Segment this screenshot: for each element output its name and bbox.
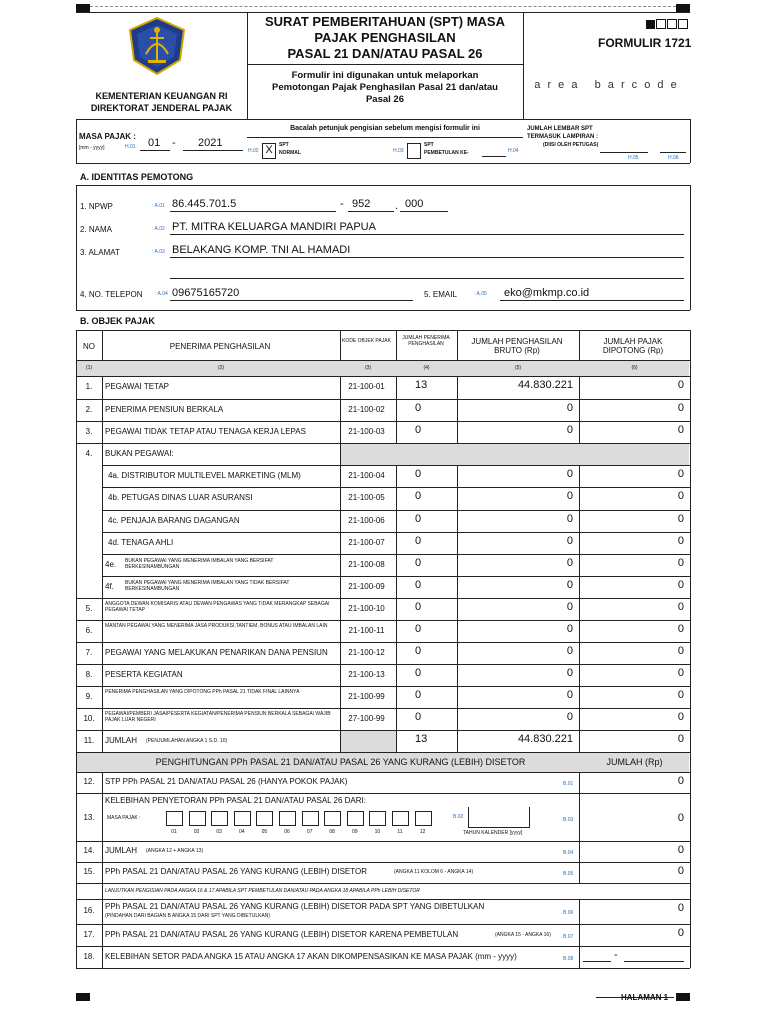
row-bruto[interactable]: 0 (566, 512, 573, 525)
row-kode: 21-100-04 (348, 470, 385, 480)
row-desc-small: MANTAN PEGAWAI YANG MENERIMA JASA PRODUKSI,TANTIEM, BONUS ATAU IMBALAN LAIN (105, 622, 328, 629)
row-bruto[interactable]: 0 (566, 710, 573, 723)
col-no-header: NO (83, 342, 95, 351)
row-jumlah-penerima[interactable]: 0 (415, 512, 422, 525)
row-desc: PEGAWAI TIDAK TETAP ATAU TENAGA KERJA LEPAS (105, 426, 306, 436)
month-label: 07 (306, 828, 313, 835)
instruction-text: Bacalah petunjuk pengisian sebelum mengisi formulir ini (290, 125, 480, 132)
section-b-title: B. OBJEK PAJAK (80, 316, 155, 326)
section-c-header: PENGHITUNGAN PPh PASAL 21 DAN/ATAU PASAL 26 YANG KURANG (LEBIH) DISETOR (155, 756, 526, 767)
row-no: 12. (83, 777, 95, 786)
row-no: 10. (83, 713, 95, 723)
row-value[interactable]: 0 (677, 901, 684, 914)
row-value[interactable]: 0 (677, 843, 684, 856)
row-pph[interactable]: 0 (677, 644, 684, 657)
row-desc: PEGAWAI TETAP (105, 382, 170, 392)
col-penerima-header: PENERIMA PENGHASILAN (169, 342, 271, 351)
row-jumlah-penerima[interactable]: 0 (415, 600, 422, 613)
lanjutan-note: LANJUTKAN PENGISIAN PADA ANGKA 16 & 17 APABILA SPT PEMBETULAN DAN/ATAU PADA ANGKA 18 APABILA PPh LEBIH DISETOR (105, 887, 420, 894)
form-title-line2: PAJAK PENGHASILAN (314, 30, 456, 45)
row-no: 4. (85, 448, 93, 458)
row-pph[interactable]: 0 (677, 600, 684, 613)
row-no: 13. (83, 812, 95, 822)
npwp-main-value[interactable]: 86.445.701.5 (172, 198, 237, 210)
row-jumlah-penerima[interactable]: 0 (415, 710, 422, 723)
b02-code: B.02 (453, 813, 464, 820)
row-jumlah-penerima[interactable]: 0 (415, 666, 422, 679)
month-box-12[interactable] (415, 811, 432, 826)
spt-normal-label1: SPT (279, 142, 289, 148)
row-no: 6. (85, 625, 93, 635)
col-jumlah-penerima-header: JUMLAH PENERIMA PENGHASILAN (402, 335, 450, 347)
row-code: B.04 (563, 850, 574, 856)
row-desc: PESERTA KEGIATAN (105, 669, 183, 679)
row-kode: 21-100-11 (348, 625, 385, 635)
month-label: 06 (284, 828, 290, 835)
page-number: HALAMAN 1 (621, 993, 669, 1002)
month-label: 04 (239, 828, 245, 835)
row-kode: 21-100-09 (348, 581, 385, 591)
row-desc-small: ANGGOTA DEWAN KOMISARIS ATAU DEWAN PENGAWAS YANG TIDAK MERANGKAP SEBAGAI PEGAWAI TETAP (105, 600, 330, 613)
row-no: 2. (85, 404, 93, 414)
row-desc: 4e. (105, 559, 117, 569)
row-kode: 21-100-02 (348, 404, 385, 414)
section-c-jumlah-header: JUMLAH (Rp) (606, 756, 663, 767)
nama-code: : A.02 (152, 226, 165, 232)
row-desc: 4b. PETUGAS DINAS LUAR ASURANSI (108, 493, 253, 502)
lampiran-label2: TERMASUK LAMPIRAN : (527, 134, 598, 140)
row-bruto[interactable]: 0 (566, 556, 573, 569)
masa-pajak-format: [mm - yyyy] (79, 145, 105, 151)
email-code: : A.05 (474, 291, 487, 297)
form-subtitle: Formulir ini digunakan untuk melaporkan Pemotongan Pajak Penghasilan Pasal 21 dan/atau Pasal 26 (272, 70, 498, 105)
row-desc: 4c. PENJAJA BARANG DAGANGAN (108, 515, 240, 525)
spt-pembetulan-label2: PEMBETULAN KE- (424, 150, 469, 156)
row-jumlah-penerima[interactable]: 13 (415, 379, 428, 391)
row-code: B.07 (563, 933, 574, 940)
row-pph[interactable]: 0 (677, 688, 684, 701)
month-box-08[interactable] (324, 811, 341, 826)
row-pph[interactable]: 0 (677, 666, 684, 679)
email-value[interactable]: eko@mkmp.co.id (504, 287, 590, 299)
row-pph[interactable]: 0 (677, 534, 684, 547)
row-kode: 21-100-08 (348, 559, 385, 569)
row-pph[interactable]: 0 (677, 379, 684, 391)
row-desc-small: (PINDAHAN DARI BAGIAN B ANGKA 15 DARI SPT YANG DIBETULKAN) (105, 912, 271, 919)
row-kode: 27-100-99 (348, 713, 385, 723)
h06-code: H.06 (668, 155, 679, 161)
telepon-code: : A.04 (155, 291, 168, 297)
row-desc-small: PEGAWAI/PEMBERI JASA/PESERTA KEGIATAN/PENERIMA PENSIUN BERKALA SEBAGAI WAJIB PAJAK LUAR NEGERI (105, 710, 331, 723)
row-jumlah-penerima[interactable]: 0 (415, 423, 422, 436)
row-desc: PPh PASAL 21 DAN/ATAU PASAL 26 YANG KURANG (LEBIH) DISETOR (105, 867, 368, 876)
row-desc-small: BUKAN PEGAWAI YANG MENERIMA IMBALAN YANG BERSIFAT BERKESINAMBUNGAN (125, 557, 274, 570)
h01-code: H.01 (125, 144, 136, 150)
row-desc: 4d. TENAGA AHLI (108, 537, 174, 547)
row-jumlah-penerima[interactable]: 0 (415, 688, 422, 701)
spt-pembetulan-checkbox[interactable] (407, 143, 421, 159)
spt-normal-mark: X (265, 144, 273, 156)
row-no: 11. (83, 735, 95, 745)
row-jumlah-penerima[interactable]: 13 (415, 732, 428, 745)
npwp-dash: - (340, 198, 344, 210)
row-pph[interactable]: 0 (677, 467, 684, 480)
row-pph[interactable]: 0 (677, 489, 684, 502)
row-jumlah-penerima[interactable]: 0 (415, 644, 422, 657)
month-label: 08 (329, 828, 335, 835)
row-desc: BUKAN PEGAWAI: (105, 448, 174, 458)
compensation-year-line (624, 961, 684, 962)
row-desc-small: (ANGKA 12 + ANGKA 13) (146, 848, 204, 854)
row-bruto[interactable]: 0 (566, 578, 573, 591)
row-pph[interactable]: 0 (677, 512, 684, 525)
row-bruto[interactable]: 44.830.221 (517, 732, 573, 745)
form-name: FORMULIR 1721 (598, 36, 692, 50)
col-num-2: (2) (217, 365, 225, 371)
col-num-6: (6) (631, 365, 638, 371)
spt-normal-label2: NORMAL (279, 150, 301, 156)
row-desc-small: PENERIMA PENGHASILAN YANG DIPOTONG PPh PASAL 21 TIDAK FINAL LAINNYA (105, 688, 300, 695)
form-title-line3: PASAL 21 DAN/ATAU PASAL 26 (287, 46, 483, 61)
month-label: 11 (397, 828, 403, 835)
row-kode: 21-100-10 (348, 603, 385, 613)
row-no: 16. (83, 906, 95, 915)
npwp-label: 1. NPWP (80, 202, 113, 211)
row-code: B.05 (563, 871, 574, 877)
col-num-5: (5) (514, 365, 522, 371)
col-num-1: (1) (85, 365, 93, 371)
month-label: 05 (261, 828, 268, 835)
month-box-03[interactable] (211, 811, 228, 826)
row-no: 15. (83, 867, 95, 876)
row-pph[interactable]: 0 (677, 622, 684, 635)
row-desc: PEGAWAI YANG MELAKUKAN PENARIKAN DANA PENSIUN (105, 647, 328, 657)
row-bruto[interactable]: 0 (566, 467, 573, 480)
month-label: 09 (352, 828, 358, 835)
row-jumlah-penerima[interactable]: 0 (415, 622, 422, 635)
month-label: 01 (171, 828, 177, 835)
masa-year-value[interactable]: 2021 (198, 137, 223, 149)
masa-sep: - (172, 137, 176, 149)
row-bruto[interactable]: 0 (566, 423, 573, 436)
tahun-kalender-label: TAHUN KALENDER [yyyy] (463, 829, 523, 836)
npwp-kpp-value[interactable]: 952 (352, 198, 371, 210)
col-num-4: (4) (423, 365, 430, 371)
row-pph[interactable]: 0 (677, 556, 684, 569)
directorate-name: DIREKTORAT JENDERAL PAJAK (90, 103, 233, 113)
row13-masa-label: MASA PAJAK : (107, 814, 141, 821)
corner-marker-bottom-left (76, 993, 90, 1001)
npwp-cabang-value[interactable]: 000 (405, 198, 424, 210)
col-kode-header: KODE OBJEK PAJAK (342, 338, 391, 344)
row-value[interactable]: 0 (677, 774, 684, 787)
row-desc: KELEBIHAN SETOR PADA ANGKA 15 ATAU ANGKA 17 AKAN DIKOMPENSASIKAN KE MASA PAJAK (mm - yyyy) (105, 951, 517, 961)
col-num-3: (3) (364, 365, 372, 371)
row-kode: 21-100-12 (348, 647, 385, 657)
npwp-code: : A.01 (152, 203, 165, 209)
row-no: 7. (85, 647, 93, 657)
row-kode: 21-100-07 (348, 537, 385, 547)
row-desc: PENERIMA PENSIUN BERKALA (105, 404, 224, 414)
month-box-05[interactable] (256, 811, 273, 826)
row-value[interactable]: - (614, 948, 618, 961)
row-bruto[interactable]: 0 (566, 401, 573, 414)
masa-pajak-label: MASA PAJAK : (79, 132, 136, 141)
row-no: 17. (83, 929, 95, 939)
row-no: 9. (85, 691, 93, 701)
month-box-11[interactable] (392, 811, 409, 826)
month-box-10[interactable] (369, 811, 386, 826)
row-kode: 21-100-05 (348, 493, 385, 502)
row-desc: JUMLAH (105, 846, 138, 855)
row-value[interactable]: 0 (677, 926, 684, 939)
month-label: 03 (216, 828, 222, 835)
row-pph[interactable]: 0 (677, 423, 684, 436)
row-kode: 21-100-06 (348, 515, 385, 525)
row-bruto[interactable]: 0 (566, 688, 573, 701)
row-desc-small: BUKAN PEGAWAI YANG MENERIMA IMBALAN YANG TIDAK BERSIFAT BERKESINAMBUNGAN (125, 579, 290, 592)
top-dashed-line (90, 6, 676, 7)
row-desc: KELEBIHAN PENYETORAN PPh PASAL 21 DAN/ATAU PASAL 26 DARI: (105, 795, 366, 805)
row-desc-small: (ANGKA 11 KOLOM 6 - ANGKA 14) (394, 869, 474, 875)
row-desc: JUMLAH (105, 735, 138, 745)
row-value[interactable]: 0 (677, 811, 684, 824)
row-kode: 21-100-99 (348, 691, 385, 701)
alamat-code: : A.03 (152, 249, 165, 255)
month-box-06[interactable] (279, 811, 296, 826)
row-kode: 21-100-13 (348, 669, 385, 679)
spt-pembetulan-label1: SPT (424, 142, 434, 148)
h05-code: H.05 (628, 155, 639, 161)
section-a-title: A. IDENTITAS PEMOTONG (80, 172, 194, 182)
row-jumlah-penerima[interactable]: 0 (415, 489, 422, 502)
tahun-kalender-input[interactable] (468, 807, 530, 828)
row-desc: 4f. (105, 581, 114, 591)
row-pph[interactable]: 0 (677, 401, 684, 414)
email-label: 5. EMAIL (424, 290, 457, 299)
alamat-value[interactable]: BELAKANG KOMP. TNI AL HAMADI (172, 244, 351, 256)
alamat-label: 3. ALAMAT (80, 248, 120, 257)
compensation-month-line (583, 961, 611, 962)
month-label: 02 (193, 828, 200, 835)
telepon-label: 4. NO. TELEPON (80, 290, 143, 299)
corner-marker-bottom-right (676, 993, 690, 1001)
row-pph[interactable]: 0 (677, 732, 684, 745)
row-jumlah-penerima[interactable]: 0 (415, 556, 422, 569)
row-jumlah-penerima[interactable]: 0 (415, 578, 422, 591)
row-no: 1. (85, 382, 93, 392)
row-no: 8. (85, 669, 93, 679)
lampiran-label1: JUMLAH LEMBAR SPT (527, 126, 593, 132)
barcode-area: a r e a b a r c o d e (534, 79, 679, 91)
row-bruto[interactable]: 44.830.221 (517, 379, 573, 391)
month-label: 10 (374, 828, 381, 835)
month-box-02[interactable] (189, 811, 206, 826)
row-desc-small: (ANGKA 15 - ANGKA 16) (495, 931, 551, 938)
row-pph[interactable]: 0 (677, 578, 684, 591)
row-code: B.01 (563, 781, 574, 787)
row-kode: 21-100-03 (348, 426, 385, 436)
row-code: B.03 (563, 816, 574, 823)
corner-marker-top-left (76, 4, 90, 12)
ministry-logo (126, 16, 188, 76)
col-pph-header: JUMLAH PAJAK DIPOTONG (Rp) (602, 337, 664, 355)
lampiran-note: (DIISI OLEH PETUGAS) (543, 142, 599, 148)
month-box-04[interactable] (234, 811, 251, 826)
h03-code: H.03 (393, 148, 404, 154)
row-value[interactable]: 0 (677, 864, 684, 877)
row-bruto[interactable]: 0 (566, 666, 573, 679)
h04-code: H.04 (508, 148, 519, 154)
row-code: B.08 (563, 955, 574, 962)
row-desc: 4a. DISTRIBUTOR MULTILEVEL MARKETING (MLM) (108, 470, 301, 480)
row-bruto[interactable]: 0 (566, 489, 573, 502)
month-label: 12 (419, 828, 426, 835)
row-desc: PPh PASAL 21 DAN/ATAU PASAL 26 YANG KURANG (LEBIH) DISETOR PADA SPT YANG DIBETULKAN (105, 901, 485, 911)
row-code: B.06 (563, 910, 574, 916)
row-pph[interactable]: 0 (677, 710, 684, 723)
row-no: 14. (83, 846, 95, 855)
npwp-dot: . (395, 200, 399, 212)
row-desc: PPh PASAL 21 DAN/ATAU PASAL 26 YANG KURANG (LEBIH) DISETOR KARENA PEMBETULAN (105, 929, 459, 939)
row-kode: 21-100-01 (348, 382, 385, 392)
col-bruto-header: JUMLAH PENGHASILAN BRUTO (Rp) (471, 337, 563, 355)
telepon-value[interactable]: 09675165720 (172, 287, 240, 299)
row-jumlah-penerima[interactable]: 0 (415, 534, 422, 547)
row-bruto[interactable]: 0 (566, 644, 573, 657)
row-jumlah-penerima[interactable]: 0 (415, 401, 422, 414)
corner-marker-top-right (676, 4, 690, 12)
row-bruto[interactable]: 0 (566, 622, 573, 635)
row-no: 18. (83, 951, 95, 961)
masa-month-value[interactable]: 01 (148, 137, 161, 149)
month-box-01[interactable] (166, 811, 183, 826)
month-box-09[interactable] (347, 811, 364, 826)
row-desc-inline: (PENJUMLAHAN ANGKA 1 S.D. 10) (146, 737, 228, 744)
nama-value[interactable]: PT. MITRA KELUARGA MANDIRI PAPUA (172, 221, 376, 233)
row-desc: STP PPh PASAL 21 DAN/ATAU PASAL 26 (HANYA POKOK PAJAK) (105, 777, 348, 786)
row-jumlah-penerima[interactable]: 0 (415, 467, 422, 480)
month-box-07[interactable] (302, 811, 319, 826)
ministry-name: KEMENTERIAN KEUANGAN RI (95, 91, 228, 101)
form-title-line1: SURAT PEMBERITAHUAN (SPT) MASA (264, 14, 505, 29)
h02-code: H.02 (248, 148, 259, 154)
nama-label: 2. NAMA (80, 225, 113, 234)
row-no: 5. (85, 603, 93, 613)
row-no: 3. (85, 426, 93, 436)
row-bruto[interactable]: 0 (566, 534, 573, 547)
row-bruto[interactable]: 0 (566, 600, 573, 613)
form-id-boxes (646, 16, 688, 34)
